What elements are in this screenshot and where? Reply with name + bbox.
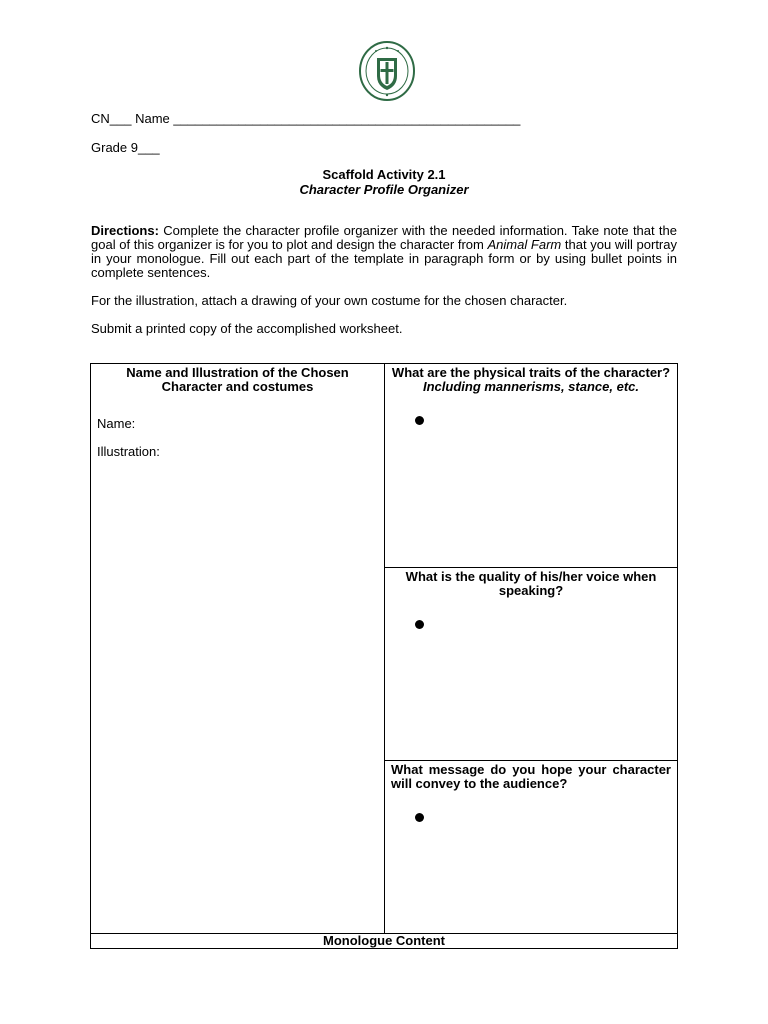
directions-text-2: that you will portray in your monologue. Fill out each part of the template in paragraph form or by using bullet points in complete sentences. [91, 237, 677, 280]
bullet-icon [415, 620, 424, 629]
cn-name-line: CN___ Name ________________________________________________ [91, 111, 521, 126]
physical-traits-header: What are the physical traits of the character? [391, 365, 671, 380]
illustration-note: For the illustration, attach a drawing of your own costume for the chosen character. [91, 293, 568, 308]
organizer-row-physical [91, 364, 678, 568]
book-title: Animal Farm [487, 237, 562, 252]
organizer-row-monologue [91, 934, 678, 949]
directions-paragraph [91, 224, 677, 280]
illustration-label: Illustration: [97, 444, 160, 459]
bullet-icon [415, 813, 424, 822]
name-label: Name: [97, 416, 136, 431]
activity-subtitle: Character Profile Organizer [299, 182, 469, 197]
school-seal-logo [358, 40, 416, 102]
submit-note: Submit a printed copy of the accomplished worksheet. [91, 321, 403, 336]
message-cell[interactable] [385, 761, 678, 934]
bullet-icon [415, 416, 424, 425]
directions-text-1: Complete the character profile organizer with the needed information. Take note that the goal of this organizer is for you to plot and design the character from [91, 223, 677, 252]
name-illustration-header: Name and Illustration of the Chosen Character and costumes [126, 365, 349, 394]
physical-traits-subheader: Including mannerisms, stance, etc. [422, 379, 639, 394]
grade-line: Grade 9___ [91, 140, 160, 155]
message-header: What message do you hope your character will convey to the audience? [391, 762, 671, 791]
character-profile-table [90, 363, 678, 949]
physical-traits-cell[interactable] [385, 364, 678, 568]
voice-quality-cell[interactable] [385, 568, 678, 761]
voice-quality-header: What is the quality of his/her voice when speaking? [405, 569, 657, 598]
directions-label: Directions: [91, 223, 159, 238]
name-illustration-cell[interactable] [91, 364, 385, 934]
activity-title: Scaffold Activity 2.1 [322, 167, 446, 182]
monologue-content-header: Monologue Content [91, 934, 678, 949]
